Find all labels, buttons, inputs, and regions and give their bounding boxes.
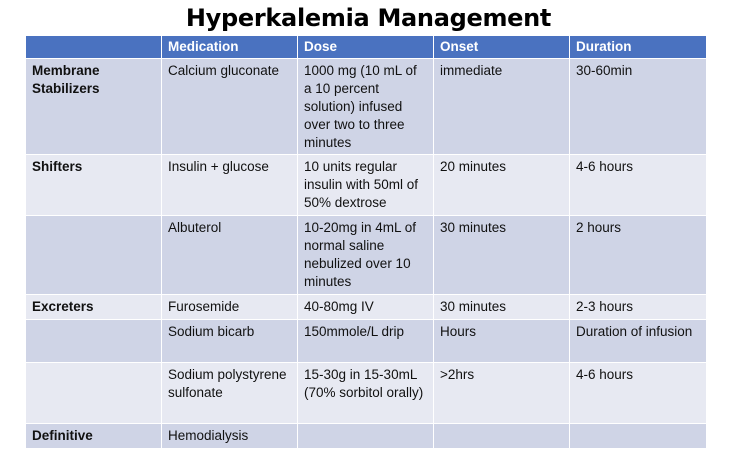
category-cell bbox=[26, 363, 162, 424]
medication-cell: Insulin + glucose bbox=[162, 155, 298, 216]
dose-cell: 10 units regular insulin with 50ml of 50% dextrose bbox=[298, 155, 434, 216]
medication-cell: Calcium gluconate bbox=[162, 59, 298, 155]
category-cell: Excreters bbox=[26, 295, 162, 320]
duration-cell bbox=[570, 424, 707, 449]
onset-cell: 30 minutes bbox=[434, 295, 570, 320]
onset-cell: Hours bbox=[434, 320, 570, 363]
dose-cell: 15-30g in 15-30mL (70% sorbitol orally) bbox=[298, 363, 434, 424]
table-row bbox=[26, 155, 707, 216]
table-header-row bbox=[26, 36, 707, 59]
medication-cell: Albuterol bbox=[162, 216, 298, 295]
duration-cell: 2 hours bbox=[570, 216, 707, 295]
category-cell bbox=[26, 320, 162, 363]
header-duration: Duration bbox=[570, 36, 707, 59]
medication-cell: Furosemide bbox=[162, 295, 298, 320]
header-dose: Dose bbox=[298, 36, 434, 59]
category-cell: Definitive bbox=[26, 424, 162, 449]
hyperkalemia-table bbox=[25, 35, 707, 449]
medication-cell: Hemodialysis bbox=[162, 424, 298, 449]
category-cell: Membrane Stabilizers bbox=[26, 59, 162, 155]
table-row bbox=[26, 363, 707, 424]
category-cell: Shifters bbox=[26, 155, 162, 216]
table-row bbox=[26, 216, 707, 295]
onset-cell bbox=[434, 424, 570, 449]
dose-cell: 10-20mg in 4mL of normal saline nebulized over 10 minutes bbox=[298, 216, 434, 295]
page-title: Hyperkalemia Management bbox=[185, 4, 552, 32]
duration-cell: 2-3 hours bbox=[570, 295, 707, 320]
onset-cell: 30 minutes bbox=[434, 216, 570, 295]
medication-cell: Sodium polystyrene sulfonate bbox=[162, 363, 298, 424]
dose-cell bbox=[298, 424, 434, 449]
onset-cell: 20 minutes bbox=[434, 155, 570, 216]
table-row bbox=[26, 424, 707, 449]
table-row bbox=[26, 320, 707, 363]
table-row bbox=[26, 295, 707, 320]
table-row bbox=[26, 59, 707, 155]
dose-cell: 150mmole/L drip bbox=[298, 320, 434, 363]
duration-cell: 30-60min bbox=[570, 59, 707, 155]
header-category bbox=[26, 36, 162, 59]
dose-cell: 1000 mg (10 mL of a 10 percent solution) infused over two to three minutes bbox=[298, 59, 434, 155]
onset-cell: >2hrs bbox=[434, 363, 570, 424]
duration-cell: Duration of infusion bbox=[570, 320, 707, 363]
medication-cell: Sodium bicarb bbox=[162, 320, 298, 363]
header-medication: Medication bbox=[162, 36, 298, 59]
category-cell bbox=[26, 216, 162, 295]
duration-cell: 4-6 hours bbox=[570, 155, 707, 216]
duration-cell: 4-6 hours bbox=[570, 363, 707, 424]
header-onset: Onset bbox=[434, 36, 570, 59]
dose-cell: 40-80mg IV bbox=[298, 295, 434, 320]
onset-cell: immediate bbox=[434, 59, 570, 155]
